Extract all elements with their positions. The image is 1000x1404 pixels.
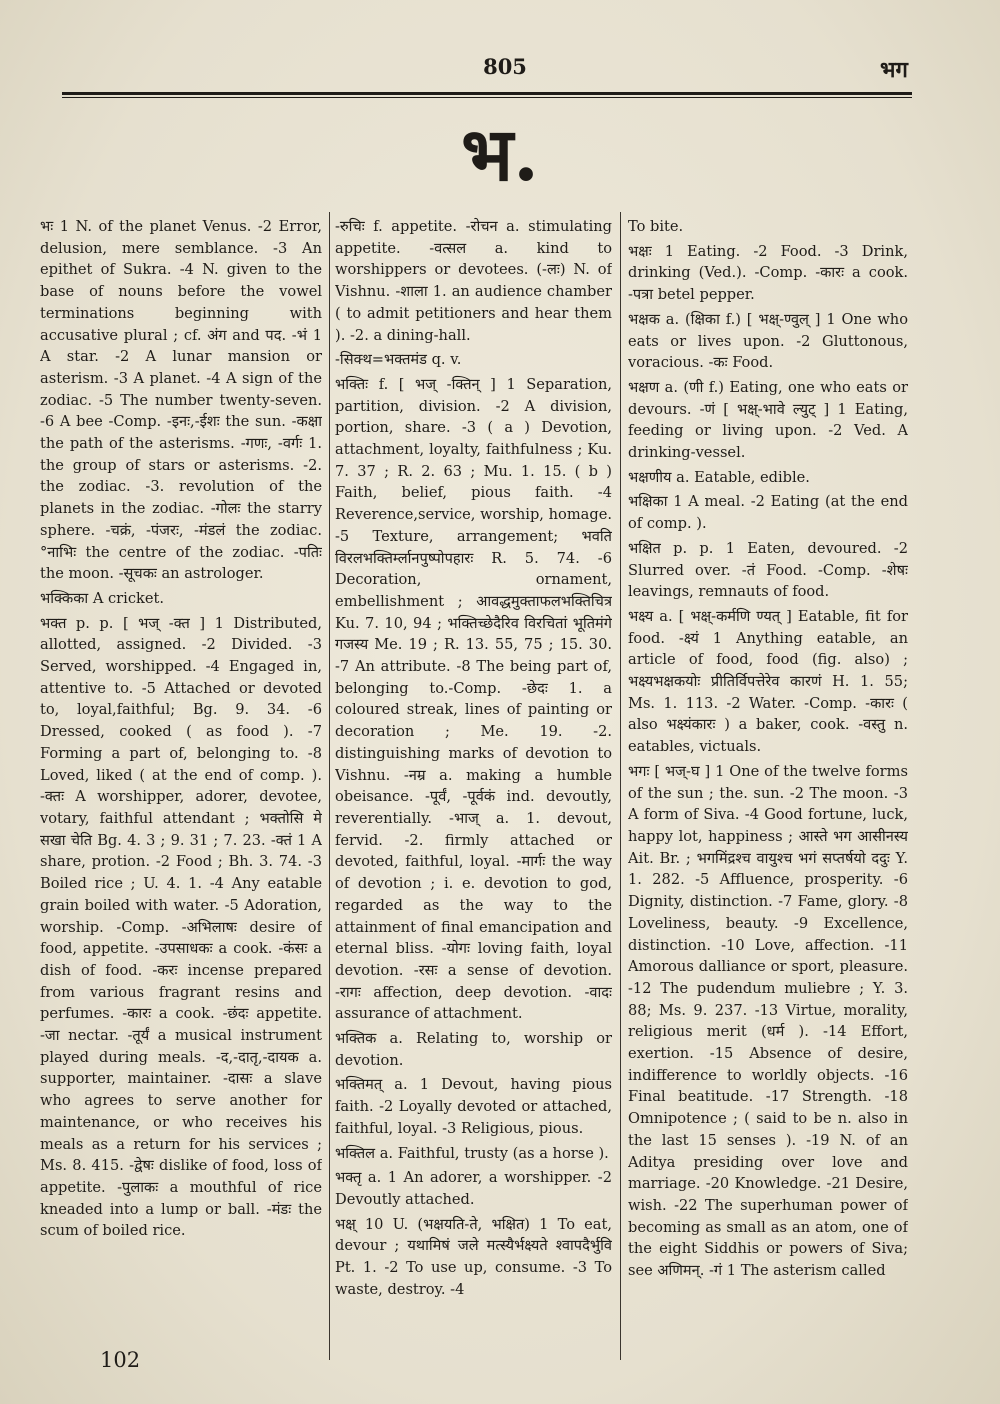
column-2: [335, 216, 612, 1356]
dictionary-entry: -सिक्थ=भक्तमंड q. v.: [335, 351, 462, 369]
section-heading-letter: भ.: [461, 112, 539, 198]
dictionary-entry: भक्ष्य a. [ भक्ष्-कर्मणि ण्यत् ] Eatable, fit for food. -क्ष्यं 1 Anything eatable, an article of food, food (fig. also) ; भक्ष्यभक्षकयोः प्रीतिर्विपत्तेरेव कारणं H. 1. 55; Ms. 1. 113. -2 Water. -Comp. -कारः ( also भक्ष्यंकारः ) a baker, cook. -वस्तु n. eatables, victuals.: [628, 607, 908, 756]
dictionary-entry: भक्षक a. (क्षिका f.) [ भक्ष्-ण्वुल् ] 1 One who eats or lives upon. -2 Gluttonous, voracious. -कः Food.: [628, 310, 908, 372]
dictionary-entry: -रुचिः f. appetite. -रोचन a. stimulating appetite. -वत्सल a. kind to worshippers or devotees. (-लः) N. of Vishnu. -शाला 1. an audience chamber ( to admit petitioners and hear them ). -2. a dining-hall.: [335, 218, 612, 344]
column-divider: [329, 212, 330, 1360]
dictionary-entry: भक्षिका 1 A meal. -2 Eating (at the end of comp. ).: [628, 493, 908, 533]
dictionary-entry: भक्त p. p. [ भज् -क्त ] 1 Distributed, allotted, assigned. -2 Divided. -3 Served, worshipped. -4 Engaged in, attentive to. -5 Attached or devoted to, loyal,faithful; Bg. 9. 34. -6 Dressed, cooked ( as food ). -7 Forming a part of, belonging to. -8 Loved, liked ( at the end of comp. ). -क्तः A worshipper, adorer, devotee, votary, faithful attendant ; भक्तोसि मे सखा चेति Bg. 4. 3 ; 9. 31 ; 7. 23. -क्तं 1 A share, protion. -2 Food ; Bh. 3. 74. -3 Boiled rice ; U. 4. 1. -4 Any eatable grain boiled with water. -5 Adoration, worship. -Comp. -अभिलाषः desire of food, appetite. -उपसाधकः a cook. -कंसः a dish of food. -करः incense prepared from various fragrant resins and perfumes. -कारः a cook. -छंदः appetite. -जा nectar. -तूर्यं a musical instrument played during meals. -द,-दातृ,-दायक a. supporter, maintainer. -दासः a slave who agrees to serve another for maintenance, or who receives his meals as a return for his services ; Ms. 8. 415. -द्वेषः dislike of food, loss of appetite. -पुलाकः a mouthful of rice kneaded into a lump or ball. -मंडः the scum of boiled rice.: [40, 614, 322, 1240]
dictionary-entry: भक्षण a. (णी f.) Eating, one who eats or devours. -णं [ भक्ष्-भावे ल्युट् ] 1 Eating, feeding or living upon. -2 Ved. A drinking-vessel.: [628, 378, 908, 462]
dictionary-entry: भक्तिल a. Faithful, trusty (as a horse ).: [335, 1144, 609, 1162]
header-rule-thin: [62, 97, 912, 98]
header-rule: [62, 92, 912, 95]
dictionary-entry: भक्ष् 10 U. (भक्षयति-ते, भक्षित) 1 To eat, devour ; यथामिषं जले मत्स्यैर्भक्ष्यते श्वापदैर्भुवि Pt. 1. -2 To use up, consume. -3 To waste, destroy. -4: [335, 1215, 612, 1298]
dictionary-entry: भक्षः 1 Eating. -2 Food. -3 Drink, drinking (Ved.). -Comp. -कारः a cook. -पत्रा betel pepper.: [628, 242, 908, 304]
dictionary-entry: भक्तिः f. [ भज् -क्तिन् ] 1 Separation, partition, division. -2 A division, portion, share. -3 ( a ) Devotion, attachment, loyalty, faithfulness ; Ku. 7. 37 ; R. 2. 63 ; Mu. 1. 15. ( b ) Faith, belief, pious faith. -4 Reverence,service, worship, homage. -5 Texture, arrangement; भवति विरलभक्तिर्म्लानपुष्पोपहारः R. 5. 74. -6 Decoration, ornament, embellishment ; आवद्धमुक्ताफलभक्तिचित्र Ku. 7. 10, 94 ; भक्तिच्छेदैरिव विरचितां भूतिमंगे गजस्य Me. 19 ; R. 13. 55, 75 ; 15. 30. -7 An attribute. -8 The being part of, belonging to.-Comp. -छेदः 1. a coloured streak, lines of painting or decoration ; Me. 19. -2. distinguishing marks of devotion to Vishnu. -नम्र a. making a humble obeisance. -पूर्वं, -पूर्वकं ind. devoutly, reverentially. -भाज् a. 1. devout, fervid. -2. firmly attached or devoted, faithful, loyal. -मार्गः the way of devotion ; i. e. devotion to god, regarded as the way to the attainment of final emancipation and eternal bliss. -योगः loving faith, loyal devotion. -रसः a sense of devotion. -रागः affection, deep devotion. -वादः assurance of attachment.: [335, 375, 612, 1023]
column-1: [40, 216, 322, 1356]
guide-word: भग: [880, 57, 908, 83]
dictionary-entry: भक्तिक a. Relating to, worship or devotion.: [335, 1030, 612, 1069]
dictionary-entry: भक्षित p. p. 1 Eaten, devoured. -2 Slurred over. -तं Food. -Comp. -शेषः leavings, remnauts of food.: [628, 539, 908, 601]
column-3: [628, 216, 908, 1356]
page-number: 805: [483, 54, 527, 79]
dictionary-entry: भक्तृ a. 1 An adorer, a worshipper. -2 Devoutly attached.: [335, 1169, 612, 1208]
dictionary-entry: To bite.: [628, 218, 684, 235]
column-divider: [620, 212, 621, 1360]
dictionary-entry: भगः [ भज्-घ ] 1 One of the twelve forms of the sun ; the. sun. -2 The moon. -3 A form of Siva. -4 Good fortune, luck, happy lot, happiness ; आस्ते भग आसीनस्य Ait. Br. ; भगमिंद्रश्च वायुश्च भगं सप्तर्षयो ददुः Y. 1. 282. -5 Affluence, prosperity. -6 Dignity, distinction. -7 Fame, glory. -8 Loveliness, beauty. -9 Excellence, distinction. -10 Love, affection. -11 Amorous dalliance or sport, pleasure. -12 The pudendum muliebre ; Y. 3. 88; Ms. 9. 237. -13 Virtue, morality, religious merit (धर्म ). -14 Effort, exertion. -15 Absence of desire, indifference to worldly objects. -16 Final beatitude. -17 Strength. -18 Omnipotence ; ( said to be n. also in the last 15 senses ). -19 N. of an Aditya presiding over love and marriage. -20 Knowledge. -21 Desire, wish. -22 The superhuman power of becoming as small as an atom, one of the eight Siddhis or powers of Siva; see अणिमन्. -गं 1 The asterism called: [628, 762, 908, 1280]
signature-mark: 102: [100, 1348, 141, 1372]
dictionary-entry: भः 1 N. of the planet Venus. -2 Error, delusion, mere semblance. -3 An epithet of Sukra. -4 N. given to the base of nouns before the vowel terminations beginning with accusative plural ; cf. अंग and पद. -भं 1 A star. -2 A lunar mansion or asterism. -3 A planet. -4 A sign of the zodiac. -5 The number twenty-seven. -6 A bee -Comp. -इनः,-ईशः the sun. -कक्षा the path of the asterisms. -गणः, -वर्गः 1. the group of stars or asterisms. -2. the zodiac. -3. revolution of the planets in the zodiac. -गोलः the starry sphere. -चक्रं, -पंजरः, -मंडलं the zodiac. °नाभिः the centre of the zodiac. -पतिः the moon. -सूचकः an astrologer.: [40, 218, 322, 583]
dictionary-entry: भक्तिमत् a. 1 Devout, having pious faith. -2 Loyally devoted or attached, faithful, loyal. -3 Religious, pious.: [335, 1076, 612, 1137]
dictionary-entry: भक्षणीय a. Eatable, edible.: [628, 468, 810, 486]
dictionary-entry: भक्किका A cricket.: [40, 589, 164, 607]
